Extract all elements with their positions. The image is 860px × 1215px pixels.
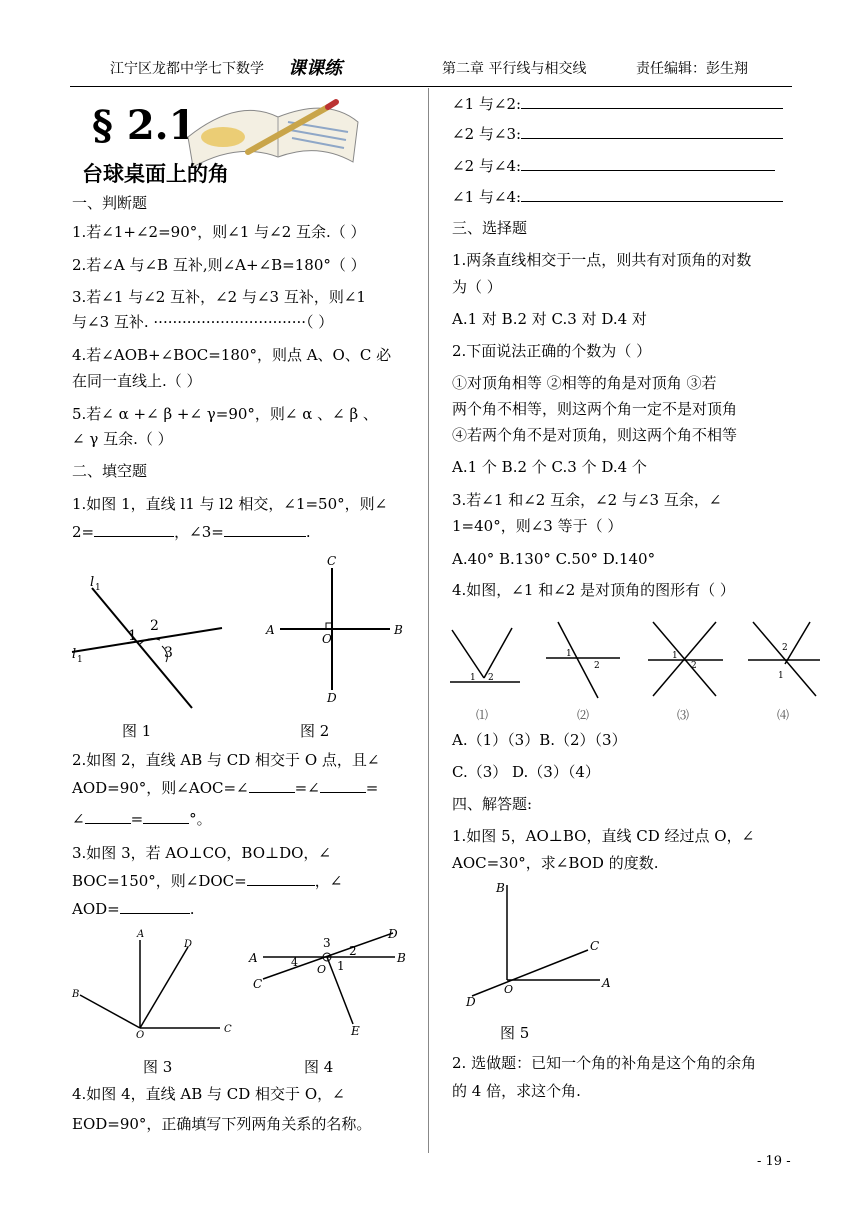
fill1-text-c: . — [305, 523, 311, 541]
choice-2-statement-3: ④若两个角不是对顶角，则这两个角不相等 — [452, 426, 738, 444]
choice-question-3b: 1=40°，则∠3 等于（ ） — [452, 517, 623, 535]
svg-text:1: 1 — [470, 673, 476, 683]
relation-label: ∠2 与∠3: — [452, 125, 522, 143]
answer-blank[interactable] — [521, 156, 775, 171]
answer-blank[interactable] — [249, 778, 295, 793]
relation-label: ∠1 与∠4: — [452, 188, 522, 206]
fill3-text-d: . — [189, 900, 195, 918]
fill-question-1b — [72, 522, 311, 542]
fill2-text-e: = — [130, 810, 144, 828]
figure-1 — [70, 570, 230, 710]
answer-blank[interactable] — [247, 871, 315, 886]
header-brand: 课课练 — [288, 58, 342, 79]
choice-question-4: 4.如图，∠1 和∠2 是对顶角的图形有（ ） — [452, 581, 735, 599]
header-chapter: 第二章 平行线与相交线 — [442, 61, 587, 77]
part3-heading: 三、选择题 — [452, 219, 528, 237]
answer-blank[interactable] — [521, 94, 783, 109]
fill3-text-c: AOD= — [72, 900, 120, 918]
choice-4-fig-label-1: ⑴ — [476, 708, 489, 722]
fill-question-1a: 1.如图 1，直线 l1 与 l2 相交，∠1=50°，则∠ — [72, 495, 388, 513]
figure-3 — [70, 925, 245, 1040]
tf-question-5a: 5.若∠ α +∠ β +∠ γ=90°，则∠ α 、∠ β 、 — [72, 405, 378, 423]
choice-2-statement-1: ①对顶角相等 ②相等的角是对顶角 ③若 — [452, 374, 717, 392]
answer-blank[interactable] — [94, 522, 174, 537]
tf-question-2: 2.若∠A 与∠B 互补,则∠A+∠B=180°（ ） — [72, 256, 366, 274]
angle-relation-3 — [452, 156, 775, 176]
choice-3-options: A.40° B.130° C.50° D.140° — [452, 550, 656, 568]
choice-1-options: A.1 对 B.2 对 C.3 对 D.4 对 — [452, 310, 647, 328]
svg-text:1: 1 — [337, 959, 345, 973]
figure-4-caption: 图 4 — [304, 1058, 334, 1076]
part1-heading: 一、判断题 — [72, 194, 148, 212]
answer-blank[interactable] — [85, 809, 131, 824]
choice-question-1b: 为（ ） — [452, 278, 502, 296]
tf-question-3b: 与∠3 互补. ································（ ） — [72, 313, 334, 331]
svg-text:D: D — [327, 691, 337, 705]
choice-4-fig-label-3: ⑶ — [677, 708, 690, 722]
figure-4 — [245, 922, 420, 1042]
header-rule — [70, 86, 792, 87]
section-title: 台球桌面上的角 — [82, 162, 229, 186]
svg-text:B: B — [496, 881, 505, 895]
svg-text:1: 1 — [672, 651, 678, 661]
svg-text:2: 2 — [488, 673, 494, 683]
choice-4-figures — [448, 620, 818, 700]
relation-label: ∠1 与∠2: — [452, 95, 522, 113]
solve-question-1a: 1.如图 5，AO⊥BO，直线 CD 经过点 O，∠ — [452, 827, 755, 845]
answer-blank[interactable] — [521, 124, 783, 139]
svg-text:l: l — [90, 575, 95, 590]
header-editor: 责任编辑：彭生翔 — [636, 61, 748, 77]
svg-text:D: D — [184, 939, 193, 950]
solve-question-1b: AOC=30°，求∠BOD 的度数. — [452, 854, 659, 872]
solve-question-2a: 2. 选做题：已知一个角的补角是这个角的余角 — [452, 1054, 757, 1072]
svg-text:B: B — [397, 951, 406, 965]
angle-relation-1 — [452, 94, 783, 114]
choice-4-fig-label-4: ⑷ — [777, 708, 790, 722]
svg-text:A: A — [602, 976, 611, 990]
svg-text:4: 4 — [291, 956, 298, 969]
tf-question-5b: ∠ γ 互余.（ ） — [72, 430, 173, 448]
svg-text:C: C — [224, 1024, 232, 1035]
fill-question-4b: EOD=90°，正确填写下列两角关系的名称。 — [72, 1115, 372, 1133]
answer-blank[interactable] — [320, 778, 366, 793]
svg-text:C: C — [253, 977, 263, 991]
svg-text:B: B — [394, 623, 403, 637]
svg-text:1: 1 — [95, 583, 101, 593]
choice-2-options: A.1 个 B.2 个 C.3 个 D.4 个 — [452, 458, 647, 476]
svg-text:A: A — [266, 623, 275, 637]
header-school: 江宁区龙都中学七下数学 — [110, 61, 264, 77]
svg-text:O: O — [136, 1030, 145, 1041]
fill2-text-f: °。 — [189, 810, 212, 828]
svg-text:2: 2 — [782, 643, 788, 653]
page-number: - 19 - — [757, 1154, 791, 1169]
fill2-text-b: =∠ — [294, 779, 320, 797]
svg-text:O: O — [504, 983, 514, 996]
fill2-text-d: ∠ — [72, 810, 85, 828]
fill1-text-b: ，∠3= — [174, 523, 224, 541]
answer-blank[interactable] — [521, 187, 783, 202]
relation-label: ∠2 与∠4: — [452, 157, 522, 175]
angle-relation-4 — [452, 187, 783, 207]
answer-blank[interactable] — [120, 899, 190, 914]
solve-question-2b: 的 4 倍，求这个角. — [452, 1082, 581, 1100]
fill2-text-a: AOD=90°，则∠AOC=∠ — [72, 779, 249, 797]
fill3-text-a: BOC=150°，则∠DOC= — [72, 872, 247, 890]
tf-question-4b: 在同一直线上.（ ） — [72, 372, 202, 390]
choice-question-1a: 1.两条直线相交于一点，则共有对顶角的对数 — [452, 251, 752, 269]
svg-text:E: E — [351, 1024, 360, 1038]
choice-2-statement-2: 两个角不相等，则这两个角一定不是对顶角 — [452, 400, 738, 418]
fill3-text-b: ，∠ — [314, 872, 343, 890]
answer-blank[interactable] — [224, 522, 306, 537]
section-number: § 2.1 — [92, 102, 197, 149]
svg-text:1: 1 — [77, 655, 83, 665]
figure-2-caption: 图 2 — [300, 722, 330, 740]
column-divider — [428, 88, 429, 1153]
figure-5-caption: 图 5 — [500, 1024, 530, 1042]
svg-text:2: 2 — [150, 618, 159, 634]
svg-text:O: O — [322, 632, 332, 646]
fill-question-4a: 4.如图 4，直线 AB 与 CD 相交于 O，∠ — [72, 1085, 345, 1103]
svg-text:1: 1 — [566, 649, 572, 659]
choice-4-options-cd: C.（3） D.（3）（4） — [452, 763, 600, 781]
svg-text:2: 2 — [349, 944, 357, 958]
svg-text:C: C — [590, 939, 600, 953]
figure-1-caption: 图 1 — [122, 722, 152, 740]
answer-blank[interactable] — [143, 809, 189, 824]
choice-question-3a: 3.若∠1 和∠2 互余，∠2 与∠3 互余，∠ — [452, 491, 722, 509]
fill2-text-c: = — [365, 779, 379, 797]
tf-question-1: 1.若∠1+∠2=90°，则∠1 与∠2 互余.（ ） — [72, 223, 366, 241]
fill-question-2c — [72, 809, 212, 829]
svg-text:2: 2 — [691, 661, 697, 671]
svg-text:B: B — [72, 989, 80, 1000]
fill-question-3a: 3.如图 3，若 AO⊥CO，BO⊥DO，∠ — [72, 844, 331, 862]
fill-question-2a: 2.如图 2，直线 AB 与 CD 相交于 O 点，且∠ — [72, 751, 380, 769]
figure-2 — [260, 550, 410, 710]
svg-text:1: 1 — [128, 628, 137, 644]
svg-text:A: A — [249, 951, 258, 965]
fill-question-3c — [72, 899, 195, 919]
part4-heading: 四、解答题: — [452, 795, 533, 813]
angle-relation-2 — [452, 124, 783, 144]
tf-question-4a: 4.若∠AOB+∠BOC=180°，则点 A、O、C 必 — [72, 346, 392, 364]
fill-question-2b — [72, 778, 378, 798]
svg-text:3: 3 — [164, 645, 173, 661]
svg-text:O: O — [317, 963, 327, 976]
svg-text:l: l — [72, 647, 77, 662]
fill1-text-a: 2= — [72, 523, 95, 541]
svg-text:1: 1 — [778, 671, 784, 681]
choice-4-fig-label-2: ⑵ — [577, 708, 590, 722]
figure-5 — [462, 880, 622, 1010]
svg-text:3: 3 — [323, 936, 331, 950]
svg-text:A: A — [137, 929, 145, 940]
svg-text:D: D — [466, 995, 476, 1009]
choice-question-2: 2.下面说法正确的个数为（ ） — [452, 342, 652, 360]
fill-question-3b — [72, 871, 342, 891]
svg-text:2: 2 — [594, 661, 600, 671]
figure-3-caption: 图 3 — [143, 1058, 173, 1076]
tf-question-3a: 3.若∠1 与∠2 互补，∠2 与∠3 互补，则∠1 — [72, 288, 366, 306]
svg-text:C: C — [327, 554, 337, 568]
choice-4-options-ab: A.（1）（3）B.（2）（3） — [452, 731, 627, 749]
part2-heading: 二、填空题 — [72, 462, 148, 480]
svg-text:D: D — [388, 927, 398, 941]
